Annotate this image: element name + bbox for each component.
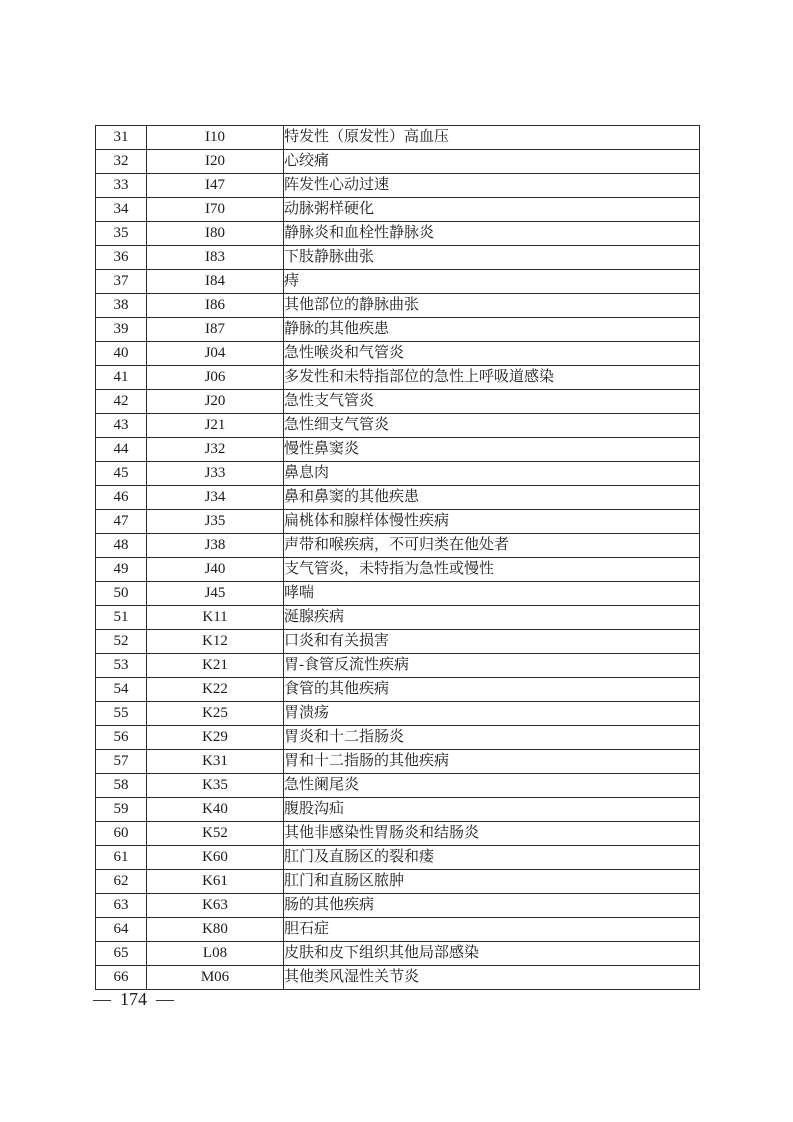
table-row [96,126,700,150]
row-index-cell: 41 [96,366,147,390]
icd-code-cell: J35 [147,510,284,534]
table-row [96,222,700,246]
row-index-cell: 55 [96,702,147,726]
icd-code-cell: K29 [147,726,284,750]
table-row [96,414,700,438]
disease-name-cell: 肛门和直肠区脓肿 [284,870,700,894]
table-row [96,726,700,750]
disease-name-cell: 鼻息肉 [284,462,700,486]
row-index-cell: 66 [96,966,147,990]
disease-name-cell: 痔 [284,270,700,294]
icd-code-cell: K80 [147,918,284,942]
row-index-cell: 37 [96,270,147,294]
table-row [96,246,700,270]
table-row [96,582,700,606]
disease-name-cell: 食管的其他疾病 [284,678,700,702]
table-row [96,438,700,462]
disease-name-cell: 静脉的其他疾患 [284,318,700,342]
disease-name-cell: 肠的其他疾病 [284,894,700,918]
disease-name-cell: 其他部位的静脉曲张 [284,294,700,318]
row-index-cell: 54 [96,678,147,702]
disease-name-cell: 胃炎和十二指肠炎 [284,726,700,750]
icd-code-cell: J40 [147,558,284,582]
table-row [96,846,700,870]
row-index-cell: 52 [96,630,147,654]
disease-name-cell: 胃和十二指肠的其他疾病 [284,750,700,774]
table-row [96,510,700,534]
table-row [96,342,700,366]
row-index-cell: 59 [96,798,147,822]
table-row [96,606,700,630]
row-index-cell: 32 [96,150,147,174]
table-row [96,174,700,198]
row-index-cell: 65 [96,942,147,966]
icd-code-cell: K63 [147,894,284,918]
table-row [96,150,700,174]
icd-code-cell: L08 [147,942,284,966]
icd-code-cell: I84 [147,270,284,294]
row-index-cell: 31 [96,126,147,150]
disease-name-cell: 急性阑尾炎 [284,774,700,798]
icd-code-cell: K25 [147,702,284,726]
row-index-cell: 51 [96,606,147,630]
table-row [96,918,700,942]
icd-code-cell: I70 [147,198,284,222]
row-index-cell: 47 [96,510,147,534]
disease-name-cell: 特发性（原发性）高血压 [284,126,700,150]
table-body [96,126,700,990]
table-row [96,702,700,726]
icd-code-cell: M06 [147,966,284,990]
row-index-cell: 36 [96,246,147,270]
icd-code-cell: I86 [147,294,284,318]
disease-name-cell: 下肢静脉曲张 [284,246,700,270]
icd-code-cell: K22 [147,678,284,702]
icd-code-cell: K60 [147,846,284,870]
icd-code-cell: I80 [147,222,284,246]
table-row [96,870,700,894]
disease-name-cell: 涎腺疾病 [284,606,700,630]
icd-code-cell: K61 [147,870,284,894]
icd-code-cell: J06 [147,366,284,390]
row-index-cell: 35 [96,222,147,246]
disease-name-cell: 多发性和未特指部位的急性上呼吸道感染 [284,366,700,390]
icd-code-cell: I47 [147,174,284,198]
disease-name-cell: 扁桃体和腺样体慢性疾病 [284,510,700,534]
row-index-cell: 43 [96,414,147,438]
table-row [96,318,700,342]
table-row [96,630,700,654]
disease-name-cell: 其他类风湿性关节炎 [284,966,700,990]
icd-code-cell: K31 [147,750,284,774]
page-footer [93,989,174,1010]
icd-code-cell: I20 [147,150,284,174]
table-row [96,774,700,798]
table-row [96,894,700,918]
disease-name-cell: 腹股沟疝 [284,798,700,822]
row-index-cell: 45 [96,462,147,486]
page-number: 174 [120,989,147,1009]
row-index-cell: 58 [96,774,147,798]
row-index-cell: 39 [96,318,147,342]
disease-name-cell: 口炎和有关损害 [284,630,700,654]
table-row [96,558,700,582]
table-row [96,366,700,390]
table-row [96,486,700,510]
table-row [96,798,700,822]
icd-code-cell: J32 [147,438,284,462]
footer-dash-left: — [93,989,111,1009]
disease-name-cell: 胃-食管反流性疾病 [284,654,700,678]
disease-name-cell: 心绞痛 [284,150,700,174]
row-index-cell: 57 [96,750,147,774]
row-index-cell: 60 [96,822,147,846]
icd-code-cell: I83 [147,246,284,270]
icd-code-cell: K35 [147,774,284,798]
footer-dash-right: — [156,989,174,1009]
row-index-cell: 49 [96,558,147,582]
icd-code-cell: J21 [147,414,284,438]
disease-name-cell: 其他非感染性胃肠炎和结肠炎 [284,822,700,846]
icd-code-cell: I87 [147,318,284,342]
table-row [96,750,700,774]
icd-code-cell: J34 [147,486,284,510]
icd-code-cell: J38 [147,534,284,558]
row-index-cell: 63 [96,894,147,918]
disease-name-cell: 阵发性心动过速 [284,174,700,198]
disease-name-cell: 胆石症 [284,918,700,942]
row-index-cell: 33 [96,174,147,198]
icd-code-cell: I10 [147,126,284,150]
icd-code-cell: K11 [147,606,284,630]
icd-code-cell: J45 [147,582,284,606]
disease-name-cell: 声带和喉疾病，不可归类在他处者 [284,534,700,558]
disease-name-cell: 肛门及直肠区的裂和瘘 [284,846,700,870]
icd-code-table [95,125,700,990]
disease-name-cell: 静脉炎和血栓性静脉炎 [284,222,700,246]
icd-code-cell: K40 [147,798,284,822]
row-index-cell: 42 [96,390,147,414]
row-index-cell: 64 [96,918,147,942]
disease-name-cell: 动脉粥样硬化 [284,198,700,222]
icd-code-cell: K52 [147,822,284,846]
row-index-cell: 56 [96,726,147,750]
disease-name-cell: 鼻和鼻窦的其他疾患 [284,486,700,510]
icd-code-cell: J20 [147,390,284,414]
table-row [96,678,700,702]
row-index-cell: 34 [96,198,147,222]
table-row [96,534,700,558]
table-row [96,462,700,486]
row-index-cell: 44 [96,438,147,462]
disease-name-cell: 急性支气管炎 [284,390,700,414]
icd-code-cell: J33 [147,462,284,486]
table-row [96,942,700,966]
row-index-cell: 38 [96,294,147,318]
disease-name-cell: 胃溃疡 [284,702,700,726]
table-row [96,966,700,990]
disease-name-cell: 急性细支气管炎 [284,414,700,438]
table-row [96,294,700,318]
row-index-cell: 46 [96,486,147,510]
disease-name-cell: 急性喉炎和气管炎 [284,342,700,366]
table-row [96,822,700,846]
row-index-cell: 50 [96,582,147,606]
icd-code-cell: K12 [147,630,284,654]
icd-code-cell: J04 [147,342,284,366]
table-row [96,390,700,414]
row-index-cell: 62 [96,870,147,894]
row-index-cell: 40 [96,342,147,366]
table-row [96,654,700,678]
table-row [96,198,700,222]
icd-code-cell: K21 [147,654,284,678]
row-index-cell: 61 [96,846,147,870]
row-index-cell: 48 [96,534,147,558]
row-index-cell: 53 [96,654,147,678]
disease-name-cell: 皮肤和皮下组织其他局部感染 [284,942,700,966]
table-row [96,270,700,294]
disease-name-cell: 慢性鼻窦炎 [284,438,700,462]
disease-name-cell: 支气管炎，未特指为急性或慢性 [284,558,700,582]
disease-name-cell: 哮喘 [284,582,700,606]
